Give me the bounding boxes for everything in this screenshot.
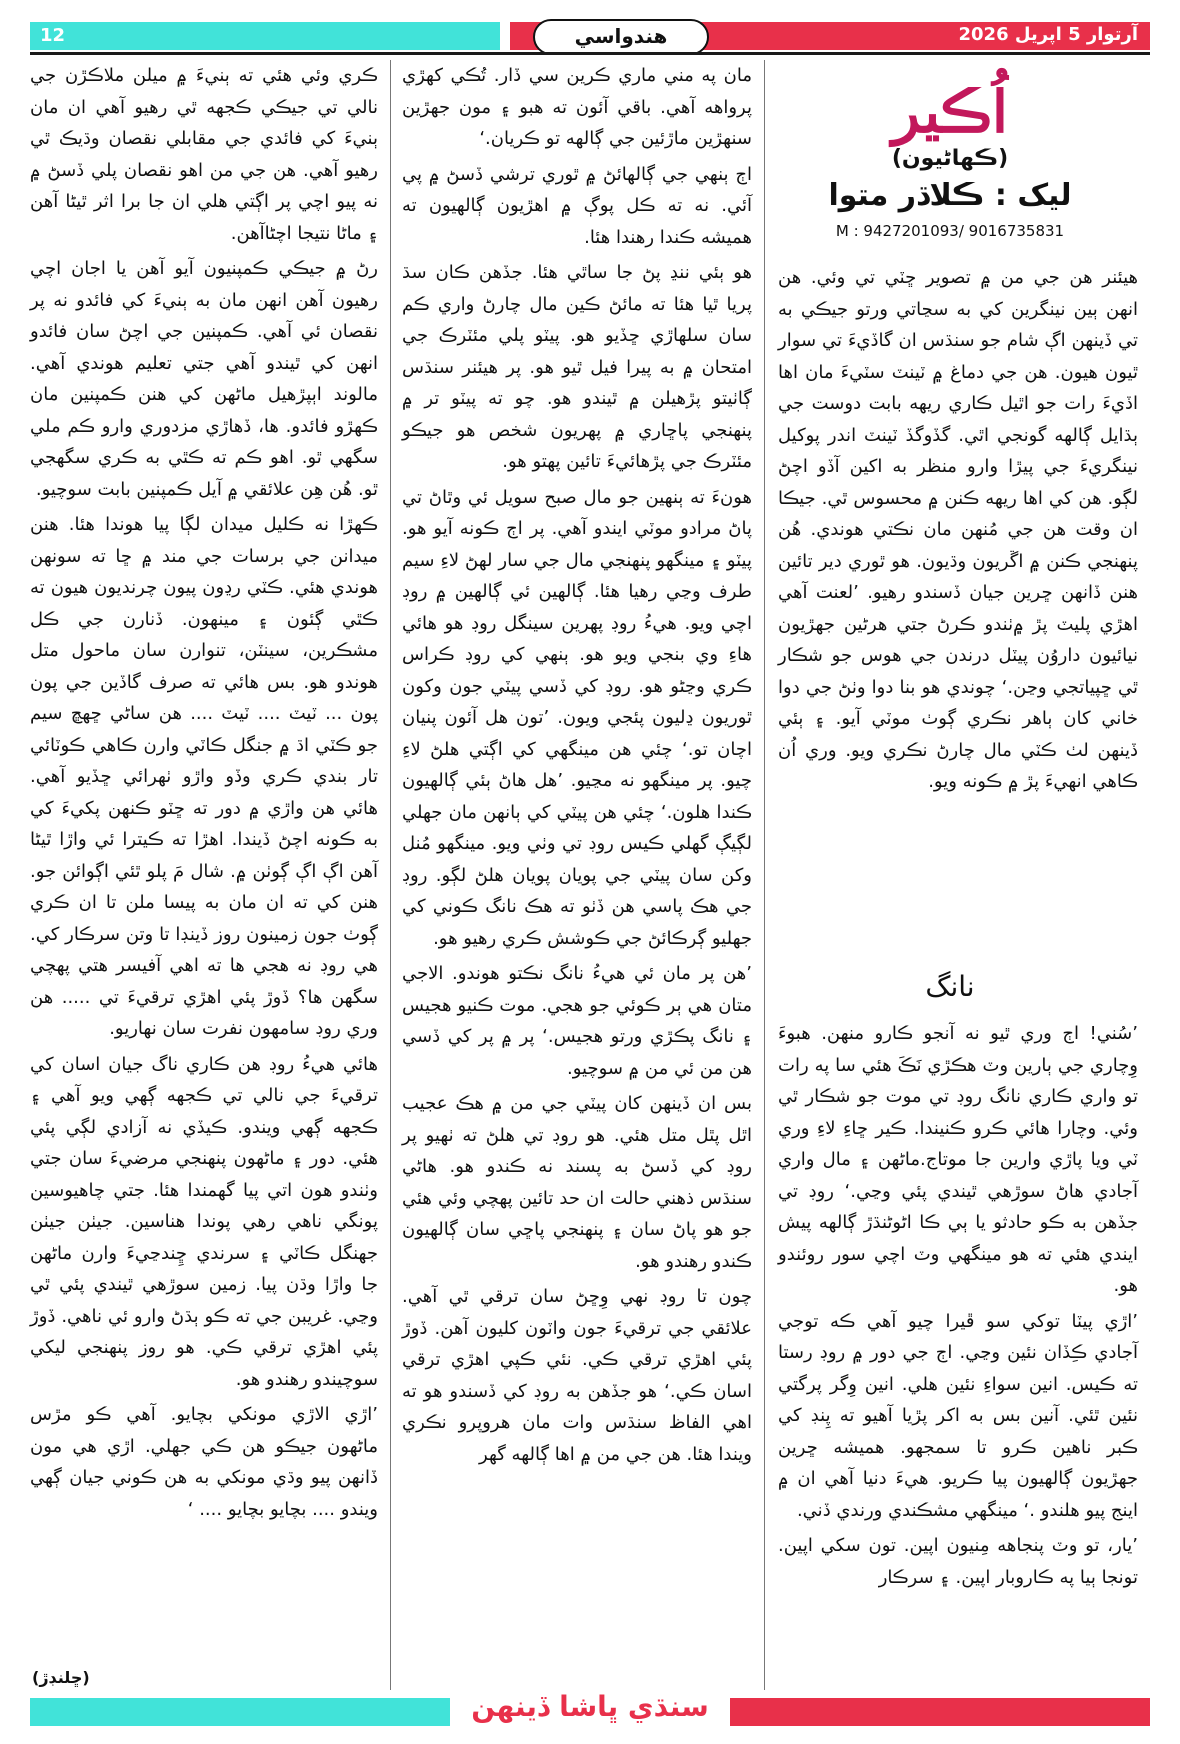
story-author: ليک : ڪلاڌر متوا xyxy=(828,178,1072,213)
story2-title: نانگ xyxy=(925,970,975,1003)
paragraph: مان په مني ماري ڪرين سي ڏار. تُڪي کهڙي پرواهه آهي. باقي آئون ته هبو ۽ مون جهڙين سنهڙين ماڙئين جي ڳالهه تو ڪريان.‘ xyxy=(402,65,752,149)
story-title: اُڪير xyxy=(892,78,1008,146)
continued-label: (ڇلنڊڙ) xyxy=(32,1668,90,1687)
footer-brand: سنڌي ڀاشا ڏينهن xyxy=(450,1690,730,1730)
middle-column xyxy=(402,60,752,1474)
column-divider xyxy=(390,60,391,1690)
header-cyan-band xyxy=(30,22,500,50)
story1-body xyxy=(778,262,1138,802)
masthead-logo: هندواسي xyxy=(533,19,709,55)
footer-bar xyxy=(30,1690,1150,1726)
footer-red-band xyxy=(730,1698,1150,1726)
column-divider xyxy=(764,60,765,1690)
paragraph: هائي هيءُ روڊ هن ڪاري ناگ جيان اسان کي ترقيءَ جي نالي تي ڪجهه ڳهي ويو آهي ۽ ڪجهه ڳهي ويندو. ڪيڏي نه آزادي لڳي پئي هئي. دور ۽ ماڻهون پنهنجي مرضيءَ سان جتي وٺندو هون اتي پيا گهمندا هئا. جتي چاهيوسين پونگي ناهي رهي پوندا هناسين. جيٺن جيٺن جهنگل ڪاٽي ۽ سرندي ڇِندڃيءَ وارن ماڻهن جا واڙا وڌن پيا. زمين سوڙهي ٿيندي پئي ٿي وڃي. غريبن جي ته ڪو ٻڌڻ وارو ئي ناهي. ڏوڙ پئي اهڙي ترقي ڪي. هو روز پنهنجي ليکي سوچيندو رهندو هو. xyxy=(30,1053,378,1390)
paragraph: ’اڙي الاڙي مونکي بچايو. آهي ڪو مڙس ماڻهون جيڪو هن ڪي جهلي. اڙي هي مون ڏانهن پيو وڌي مونکي به هن ڪوني جيان ڳهي ويندو .... بچايو بچايو .... ‘ xyxy=(30,1404,378,1520)
paragraph: هو ٻئي ننڍ پڻ جا ساٿي هئا. جڏهن ڪان سڌ پريا ٿيا هئا ته مائڻ ڪين مال چارڻ واري ڪم سان سلهاڙي ڇڏيو هو. پيٽو پلي مئٽرڪ جي امتحان ۾ به پيرا فيل ٿيو هو. پر هيئنر سنڌس ڳاٺيتو پڙهيلن ۾ ٿيندو هو. چو ته پيٽو تر ۾ پنهنجي پاڇاري ۾ پهريون شخص هو جيڪو مئٽرڪ جي پڙهائيءَ تائين پهتو هو. xyxy=(402,262,752,472)
paragraph: ’سُني! اڄ وري ٿيو نه آنجو ڪارو منهن. هبوءَ وِچاري جي ٻارين وٽ هڪڙي نَڪَ هئي سا په رات تو واري ڪاري نانگ روڊ تي موت جو شڪار ٿي وئي. وچارا هائي ڪرو ڪنيندا. ڪير ڇاءِ لاءِ وري ٽي ويا پاڙي وارين جا موتاج.ماڻهن ۽ مال واري آجادي هاڻ سوڙهي ٿيندي پئي وڃي.‘ روڊ تي جڏهن به ڪو حادثو يا ٻي ڪا اڻوڻنڌڙ ڳالهه پيش ايندي هئي ته هو مينگهي وٽ اچي سور روئندو هو. xyxy=(778,1023,1138,1296)
page-number: 12 xyxy=(40,25,66,46)
paragraph: ’اڙي پيٽا توکي سو ڦيرا چيو آهي ڪه توجي آجادي ڪِڏان نئين وڃي. اڄ جي دور ۾ روڊ رستا ته ڪيس. انين سواءِ نئين هلي. انين وِگر پرگتي نئين ٿئي. آنين بس به اکر پڙيا آهيو ته پِنڊ کي ڪبر ناهين ڪرو تا سمجهو. هميشه ڇرين جهڙيون ڳالهيون پيا ڪريو. هيءَ دنيا آهي ان ۾ اينج پيو هلندو .‘ مينگهي مشڪندي ورندي ڏني. xyxy=(778,1310,1138,1521)
footer-cyan-band xyxy=(30,1698,450,1726)
dateline: آرتوار 5 اپريل 2026 xyxy=(958,24,1138,45)
paragraph: هيئنر هن جي من ۾ تصوير ڇٽي تي وئي. هن انهن ٻين نينگرين کي به سڃاتي ورتو جيڪي به تي ڏينهن اڳ شام جو سنڌس ان گاڏيءَ تي سوار ٿيون هيون. هن جي دماغ ۾ ٽينٽ سٽيءَ مان اها اڏيءَ رات جو اٿيل ڪاري ريهه بابت دوست جي ٻڌايل ڳالهه گونجي اٿي. گڏوگڏ ٽينٽ اندر پوکيل نينگريءَ جي پيڙا وارو منظر به اکين آڏو اچڻ لڳو. هن کي اها ريهه ڪنن ۾ محسوس ٿي. جيڪا ان وقت هن جي مُنهن مان نڪتي هوندي. هُن پنهنجي ڪنن ۾ اڱريون وڌيون. هو ٿوري دير تائين هنن ڏانهن ڇرين جيان ڏسندو رهيو. ’لعنت آهي اهڙي پليٽ پڙ ۾ٺندو ڪرڻ جتي هرڻين جهڙيون نيائيون داروُن پيٽل درندن جي هوس جو شڪار ٿي ڇپياتجي وڃن.‘ چوندي هو بنا دوا وٺڻ جي دوا خاني کان ٻاهر نڪري ڳوٺ موٽي آيو. ۽ ٻئي ڏينهن لٺ ڪٽي مال چارڻ نڪري ويو. وري اُن ڪاهي انهيءَ پڙ ۾ ڪونه ويو. xyxy=(778,267,1138,792)
paragraph: اڄ ٻنهي جي ڳالهائڻ ۾ ٿوري ترشي ڏسڻ ۾ پي آئي. نه ته ڪل پوڳ ۾ اهڙيون ڳالهيون ته هميشه ڪندا رهندا هئا. xyxy=(402,163,752,248)
paragraph: رڻ ۾ جيڪي ڪمپنيون آيو آهن يا اجان اچي رهيون آهن انهن مان به ٻنيءَ کي فائدو نه پر نقصان ئي آهي. ڪمپنين جي اچڻ سان فائدو انهن کي ٿيندو آهي جتي تعليم هوندي آهي. مالوند اٻپڙهيل ماڻهن کي هنن ڪمپنين مان ڪهڙو فائدو. ها، ڏهاڙي مزدوري وارو ڪم ملي سگهي ٿو. اهو ڪم ته ڪٿي به ڪري سگهجي ٿو. هُن هِن علائقي ۾ آيل ڪمپنين بابت سوچيو. xyxy=(30,258,378,500)
header-rule xyxy=(30,52,1150,55)
story-genre: (ڪهاڻيون) xyxy=(891,146,1009,171)
paragraph: بس ان ڏينهن کان پيٽي جي من ۾ هڪ عجيب اٿل پٿل متل هئي. هو روڊ تي هلڻ ته ٺهيو پر روڊ کي ڏسڻ به پسند نه ڪندو هو. هاڻي سنڌس ذهني حالت ان حد تائين پهچي وئي هئي جو هو پاڻ سان ۽ پنهنجي پاڇي سان ڳالهيون ڪندو رهندو هو. xyxy=(402,1093,752,1272)
paragraph: ’هن پر مان ئي هيءُ نانگ نڪتو هوندو. الاجي متان هي ٻر ڪوئي جو هجي. موت ڪنيو هجيس ۽ نانگ پڪڙي ورتو هجيس.‘ پر ۾ پر کي ڏسي هن من ئي من ۾ سوچيو. xyxy=(402,963,752,1079)
story2-body xyxy=(778,1018,1138,1597)
left-column xyxy=(30,60,378,1529)
paragraph: ڪري وئي هئي ته ٻنيءَ ۾ ميلن ملاڪڙن جي نالي تي جيڪي ڪجهه ٿي رهيو آهي ان مان ٻنيءَ کي فائدي جي مقابلي نقصان وڌيڪ ٿي رهيو آهي. هن جي من اهو نقصان پلي ڏسڻ ۾ نه پيو اچي پر اڳتي هلي ان جا برا اثر ٿيڻا آهن ۽ ماڻا نتيجا اچڻاآهن. xyxy=(30,65,378,244)
paragraph: ڪهڙا نه ڪليل ميدان لڳا پيا هوندا هئا. هنن ميدانن جي برسات جي مند ۾ ڇا ته سونهن هوندي هئي. ڪٽي رڍون پيون چرنديون هيون ته ڪٿي ڳئون ۽ مينهون. ڏنارن جي ڪل مشڪرين، سينٽن، تنوارن سان ماحول متل هوندو هو. بس هائي ته صرف گاڏين جي پون پون ... ٽيٽ .... ٽيٽ .... هن ساڻي ڇهڇ سيم جو ڪٽي اڌ ۾ جنگل ڪاٽي وارن ڪاهي ڪوٽائي تار بندي ڪري وڏو واڙو ٺهرائي ڇڏيو آهي. هائي هن واڙي ۾ دور ته ڇٽو ڪنهن پکيءَ کي به ڪونه اچڻ ڏيندا. اهڙا ته ڪيترا ئي واڙا ٿيڻا آهن اڳ اڳ ڳوٺن ۾. شال مَ پلو ٿئي اڳوائن جو. هنن کي ته ان مان به پيسا ملن تا ان ڪري ڳوٺ جون زمينون روز ڏينڊا تا وتن سرڪار کي. هي روڊ نه هجي ها ته اهي آفيسر هتي پهچي سگهن ها؟ ڏوڙ پئي اهڙي ترقيءَ تي ..... هن وري روڊ سامهون نفرت سان نهاريو. xyxy=(30,514,378,1039)
header-bar xyxy=(30,22,1150,50)
paragraph: هونءَ ته ٻنهين جو مال صبح سويل ئي وٿاڻ تي پاڻ مرادو موٽي ايندو آهي. پر اڄ ڪونه آيو هو. پيٽو ۽ مينگهو پنهنجي مال جي سار لهڻ لاءِ سيم طرف وڃي رهيا هئا. ڳالهين ئي ڳالهين ۾ روڊ اچي ويو. هيءُ روڊ پهرين سينگل روڊ هو هائي هاءِ وي بنجي ويو هو. ٻنهي کي روڊ ڪراس ڪري وڃڻو هو. روڊ کي ڏسي پيٽي جون وکون ٿوريون ڍليون پئجي ويون. ’تون هل آئون پنيان اچان تو.‘ چئي هن مينگهي کي اڳتي هلڻ لاءِ چيو. پر مينگهو نه مڃيو. ’هل هاڻ ٻئي ڳالهيون ڪندا هلون.‘ چئي هن پيٽي کي ٻانهن مان جهلي لڳيڳ گهلي ڪيس روڊ تي وٺي ويو. مينگهو مُنل وکن سان پيٽي جي پويان پويان هلڻ لڳو. روڊ جي هڪ پاسي هن ڏٺو ته هڪ نانگ ڪوني کي جهليو ڳرڪائڻ جي ڪوشش ڪري رهيو هو. xyxy=(402,486,752,949)
paragraph: ’يار، تو وٽ پنجاهه مِنيون اپين. تون سکي اپين. تونجا ٻيا په ڪاروبار اپين. ۽ سرڪار xyxy=(778,1535,1138,1588)
paragraph: چون تا روڊ نهي وِڇڻ سان ترقي ٿي آهي. علائقي جي ترقيءَ جون واٽون کليون آهن. ڏوڙ پئي اهڙي ترقي ڪي. نئي ڪپي اهڙي ترقي اسان ڪي.‘ هو جڏهن به روڊ کي ڏسندو هو ته اهي الفاظ سنڌس وات مان هروپرو نڪري ويندا هئا. هن جي من ۾ اها ڳالهه گهر xyxy=(402,1286,752,1465)
author-phone: M : 9427201093/ 9016735831 xyxy=(835,222,1065,240)
